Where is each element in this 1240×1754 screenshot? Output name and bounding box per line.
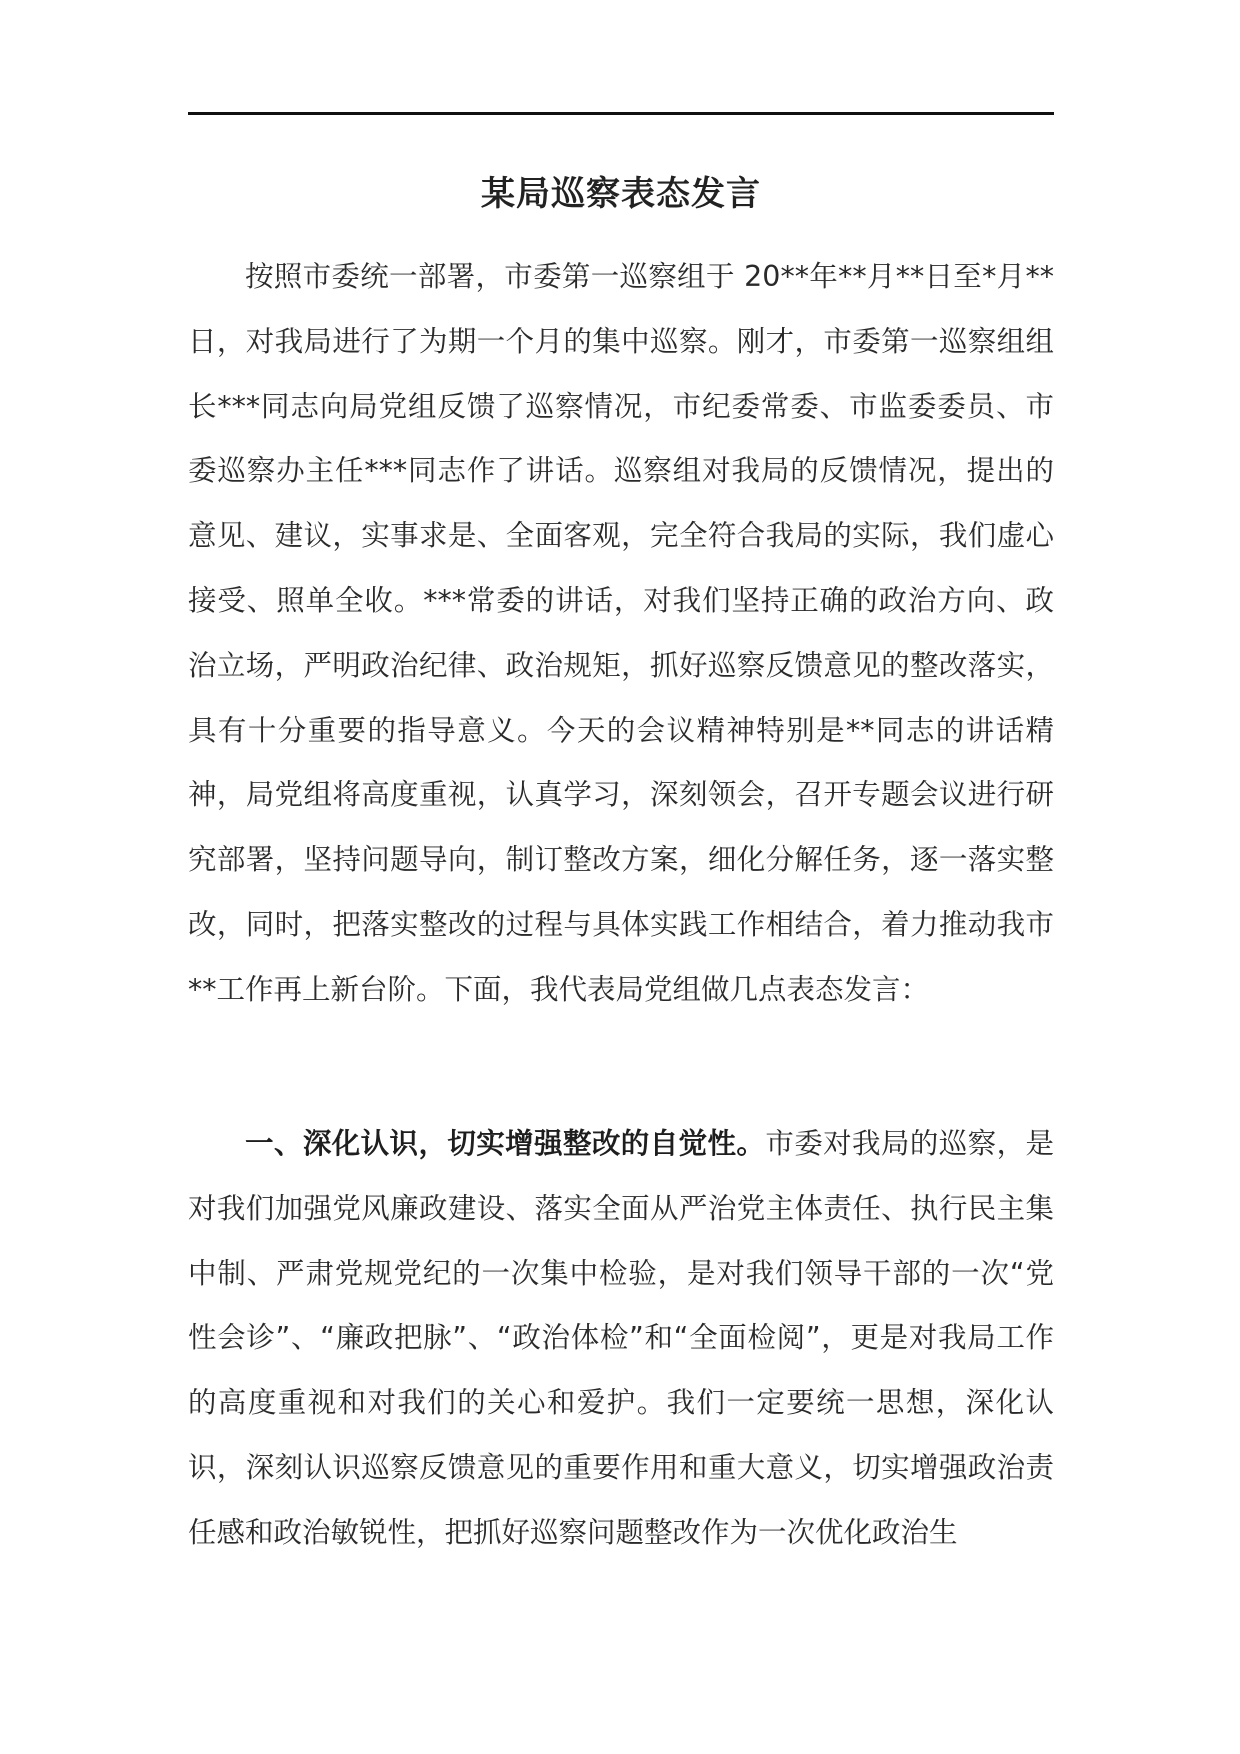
body-paragraph-intro: 按照市委统一部署，市委第一巡察组于 20**年**月**日至*月**日，对我局进行了为期一个月的集中巡察。刚才，市委第一巡察组组长***同志向局党组反馈了巡察情况，市纪委常委、市监委委员、市委巡察办主任***同志作了讲话。巡察组对我局的反馈情况，提出的意见、建议，实事求是、全面客观，完全符合我局的实际，我们虚心接受、照单全收。***常委的讲话，对我们坚持正确的政治方向、政治立场，严明政治纪律、政治规矩，抓好巡察反馈意见的整改落实，具有十分重要的指导意义。今天的会议精神特别是**同志的讲话精神，局党组将高度重视，认真学习，深刻领会，召开专题会议进行研究部署，坚持问题导向，制订整改方案，细化分解任务，逐一落实整改，同时，把落实整改的过程与具体实践工作相结合，着力推动我市**工作再上新台阶。下面，我代表局党组做几点表态发言： [188,260,1054,1006]
header-rule [188,112,1054,115]
body-paragraph-section-1 [188,1112,1054,1566]
section-heading: 一、深化认识，切实增强整改的自觉性。 [245,1127,766,1160]
section-body: 市委对我局的巡察，是对我们加强党风廉政建设、落实全面从严治党主体责任、执行民主集中制、严肃党规党纪的一次集中检验，是对我们领导干部的一次“党性会诊”、“廉政把脉”、“政治体检”和“全面检阅”，更是对我局工作的高度重视和对我们的关心和爱护。我们一定要统一思想，深化认识，深刻认识巡察反馈意见的重要作用和重大意义，切实增强政治责任感和政治敏锐性，把抓好巡察问题整改作为一次优化政治生 [188,1127,1054,1549]
document-title: 某局巡察表态发言 [481,174,761,214]
